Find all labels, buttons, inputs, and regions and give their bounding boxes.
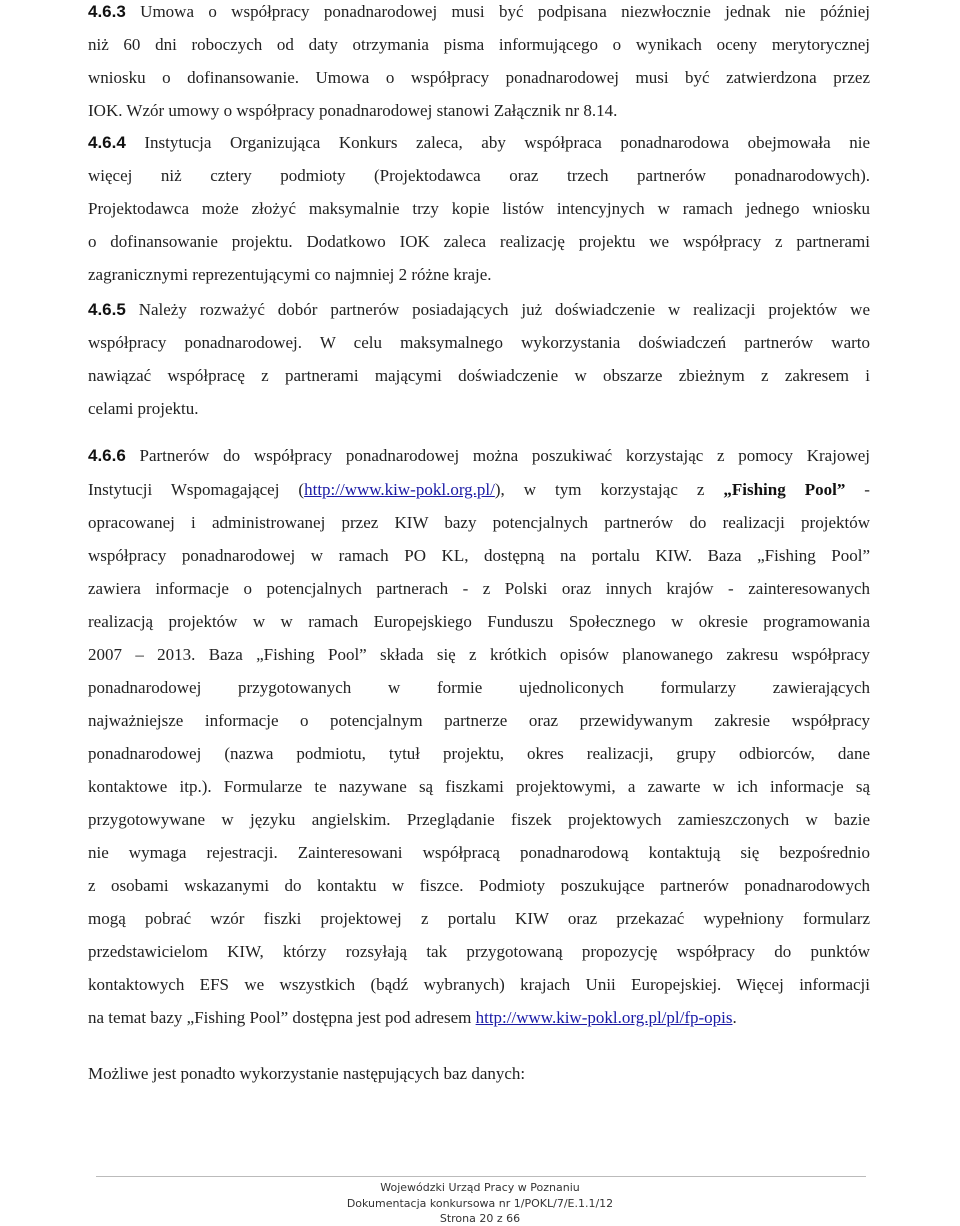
paragraph-line: więcej niż cztery podmioty (Projektodawca oraz trzech partnerów ponadnarodowych). — [88, 166, 870, 185]
paragraph-line: 4.6.6 Partnerów do współpracy ponadnarodowej można poszukiwać korzystając z pomocy Krajowej — [88, 446, 870, 465]
paragraph-line: kontaktowych EFS we wszystkich (bądź wybranych) krajach Unii Europejskiej. Więcej informacji — [88, 975, 870, 994]
footer-divider — [96, 1176, 866, 1177]
paragraph-line: 2007 – 2013. Baza „Fishing Pool” składa się z krótkich opisów planowanego zakresu współpracy — [88, 645, 870, 664]
paragraph-line: nawiązać współpracę z partnerami mającymi doświadczenie w obszarze zbieżnym z zakresem i — [88, 366, 870, 385]
section-number: 4.6.6 — [88, 446, 126, 465]
footer-document-number: Dokumentacja konkursowa nr 1/POKL/7/E.1.1/12 — [346, 1197, 614, 1210]
paragraph-line: Instytucji Wspomagającej (http://www.kiw-pokl.org.pl/), w tym korzystając z „Fishing Pool” - — [88, 480, 870, 499]
paragraph-line: najważniejsze informacje o potencjalnym partnerze oraz przewidywanym zakresie współpracy — [88, 711, 870, 730]
paragraph-line: kontaktowe itp.). Formularze te nazywane są fiszkami projektowymi, a zawarte w ich informacje są — [88, 777, 870, 796]
paragraph-line: opracowanej i administrowanej przez KIW bazy potencjalnych partnerów do realizacji projektów — [88, 513, 870, 532]
paragraph-line: 4.6.3 Umowa o współpracy ponadnarodowej musi być podpisana niezwłocznie jednak nie później — [88, 2, 870, 21]
paragraph-line: mogą pobrać wzór fiszki projektowej z portalu KIW oraz przekazać wypełniony formularz — [88, 909, 870, 928]
paragraph-line: niż 60 dni roboczych od daty otrzymania pisma informującego o wynikach oceny merytorycznej — [88, 35, 870, 54]
paragraph-line: realizacją projektów w w ramach Europejskiego Funduszu Społecznego w okresie programowania — [88, 612, 870, 631]
section-number: 4.6.5 — [88, 300, 126, 319]
paragraph-line: IOK. Wzór umowy o współpracy ponadnarodowej stanowi Załącznik nr 8.14. — [88, 101, 618, 120]
paragraph-line: 4.6.4 Instytucja Organizująca Konkurs zaleca, aby współpraca ponadnarodowa obejmowała nie — [88, 133, 870, 152]
paragraph-line: ponadnarodowej przygotowanych w formie ujednoliconych formularzy zawierających — [88, 678, 870, 697]
paragraph-line: przygotowywane w języku angielskim. Przeglądanie fiszek projektowych zamieszczonych w bazie — [88, 810, 870, 829]
paragraph-line: zawiera informacje o potencjalnych partnerach - z Polski oraz innych krajów - zainteresowanych — [88, 579, 870, 598]
paragraph-line: celami projektu. — [88, 399, 199, 418]
paragraph-line: przedstawicielom KIW, którzy rozsyłają tak przygotowaną propozycję współpracy do punktów — [88, 942, 870, 961]
paragraph-line: ponadnarodowej (nazwa podmiotu, tytuł projektu, okres realizacji, grupy odbiorców, dane — [88, 744, 870, 763]
paragraph-line: wniosku o dofinansowanie. Umowa o współpracy ponadnarodowej musi być zatwierdzona przez — [88, 68, 870, 87]
paragraph-line: współpracy ponadnarodowej. W celu maksymalnego wykorzystania doświadczeń partnerów warto — [88, 333, 870, 352]
paragraph-line: nie wymaga rejestracji. Zainteresowani współpracą ponadnarodową kontaktują się bezpośrednio — [88, 843, 870, 862]
paragraph-line: 4.6.5 Należy rozważyć dobór partnerów posiadających już doświadczenie w realizacji projektów we — [88, 300, 870, 319]
fishing-pool-link[interactable]: http://www.kiw-pokl.org.pl/pl/fp-opis — [475, 1008, 733, 1027]
footer-page-number: Strona 20 z 66 — [439, 1212, 521, 1225]
section-number: 4.6.3 — [88, 2, 126, 21]
paragraph-line: o dofinansowanie projektu. Dodatkowo IOK zaleca realizację projektu we współpracy z partnerami — [88, 232, 870, 251]
paragraph-line: z osobami wskazanymi do kontaktu w fiszce. Podmioty poszukujące partnerów ponadnarodowych — [88, 876, 870, 895]
paragraph-line: Możliwe jest ponadto wykorzystanie następujących baz danych: — [88, 1064, 526, 1083]
fishing-pool-name: „Fishing Pool” — [723, 480, 846, 499]
section-number: 4.6.4 — [88, 133, 126, 152]
footer-organization: Wojewódzki Urząd Pracy w Poznaniu — [380, 1181, 580, 1194]
paragraph-line: na temat bazy „Fishing Pool” dostępna jest pod adresem http://www.kiw-pokl.org.pl/pl/fp-opis. — [88, 1008, 737, 1027]
paragraph-line: Projektodawca może złożyć maksymalnie trzy kopie listów intencyjnych w ramach jednego wniosku — [88, 199, 870, 218]
paragraph-line: zagranicznymi reprezentującymi co najmniej 2 różne kraje. — [88, 265, 492, 284]
paragraph-line: współpracy ponadnarodowej w ramach PO KL, dostępną na portalu KIW. Baza „Fishing Pool” — [88, 546, 870, 565]
kiw-portal-link[interactable]: http://www.kiw-pokl.org.pl/ — [304, 480, 495, 499]
